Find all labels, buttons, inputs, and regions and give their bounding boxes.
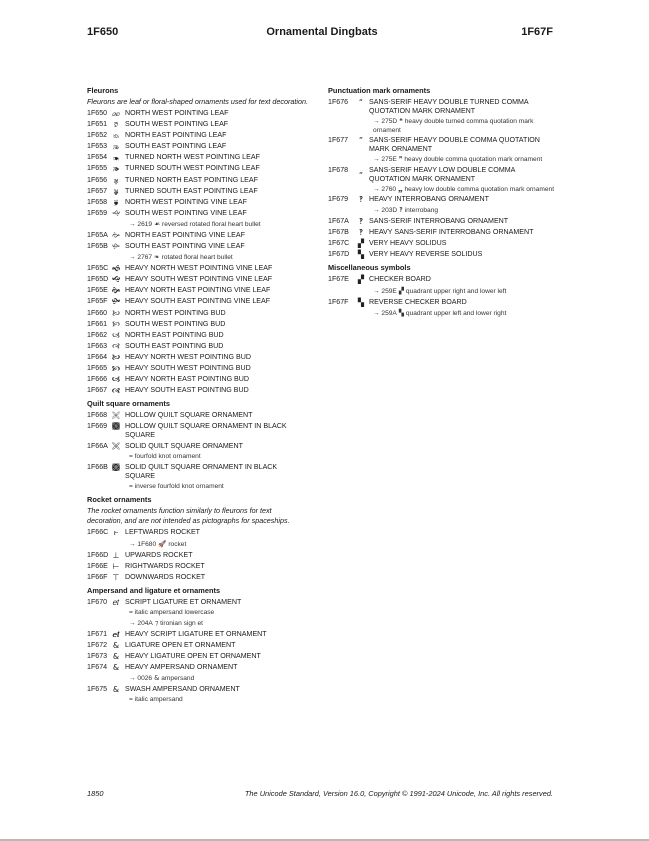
character-entry	[87, 241, 309, 252]
character-name: LIGATURE OPEN ET ORNAMENT	[125, 641, 236, 649]
character-name: VERY HEAVY SOLIDUS	[369, 239, 447, 248]
code-point: 1F661	[87, 319, 108, 328]
character-name: SOUTH WEST POINTING LEAF	[125, 120, 229, 129]
character-entry	[87, 629, 309, 640]
cross-ref-text: rotated floral heart bullet	[161, 254, 233, 262]
cross-reference	[328, 185, 558, 195]
character-name: HEAVY INTERROBANG ORNAMENT	[369, 195, 489, 203]
character-entry	[87, 130, 309, 141]
code-point: 1F65A	[87, 230, 108, 239]
character-entry	[87, 550, 309, 561]
code-point: 1F66D	[87, 550, 109, 559]
code-point: 1F66F	[87, 572, 108, 581]
character-name: TURNED NORTH WEST POINTING LEAF	[125, 153, 260, 162]
cross-ref-code: → 0026	[129, 675, 153, 683]
code-point: 1F664	[87, 352, 108, 361]
glyph-icon: 🙫	[111, 463, 121, 473]
section-title: Rocket ornaments	[87, 495, 152, 505]
code-point: 1F675	[87, 685, 108, 694]
glyph-icon: 🙓	[112, 142, 120, 152]
header-range-start: 1F650	[87, 26, 119, 38]
code-point: 1F665	[87, 363, 108, 372]
cross-ref-text: quadrant upper left and lower right	[405, 309, 507, 317]
character-name: HEAVY NORTH WEST POINTING BUD	[125, 352, 251, 361]
code-point: 1F660	[87, 308, 108, 317]
glyph-icon: ▞	[357, 275, 365, 285]
character-entry	[87, 152, 309, 163]
glyph-icon: ▞	[357, 239, 365, 249]
cross-ref-code: → 2760	[373, 185, 397, 193]
code-point: 1F656	[87, 175, 108, 184]
character-name: HEAVY SOUTH EAST POINTING BUD	[125, 386, 249, 395]
glyph-icon: &	[112, 652, 120, 662]
character-entry	[328, 165, 558, 185]
character-name: HEAVY SOUTH WEST POINTING BUD	[125, 363, 251, 372]
character-name: HEAVY SCRIPT LIGATURE ET ORNAMENT	[125, 629, 267, 638]
glyph-icon: 🙗	[113, 186, 119, 196]
code-point: 1F66B	[87, 463, 108, 472]
glyph-icon: 🙪	[111, 442, 121, 452]
character-entry	[87, 175, 309, 186]
character-entry	[87, 308, 309, 319]
character-name: HEAVY SOUTH EAST POINTING VINE LEAF	[125, 297, 271, 306]
glyph-icon: 🙘	[113, 197, 119, 207]
glyph-icon: &	[112, 641, 120, 650]
glyph-icon: 🙑	[113, 120, 119, 130]
glyph-icon: 🙛	[112, 242, 120, 252]
character-name: SANS-SERIF HEAVY LOW DOUBLE COMMA QUOTATION MARK ORNAMENT	[369, 165, 515, 183]
character-name: NORTH WEST POINTING BUD	[125, 308, 226, 317]
cross-ref-glyph-icon: ▚	[398, 308, 404, 317]
cross-ref-text: reversed rotated floral heart bullet	[162, 220, 261, 228]
cross-reference	[328, 205, 558, 216]
right-column	[328, 86, 558, 319]
character-entry	[328, 274, 558, 285]
glyph-icon: „	[358, 165, 364, 175]
code-point: 1F65E	[87, 286, 108, 295]
glyph-icon: 🙔	[112, 153, 120, 163]
code-point: 1F67C	[328, 239, 350, 248]
character-name: HEAVY SANS-SERIF INTERROBANG ORNAMENT	[369, 228, 534, 237]
code-point: 1F65F	[87, 297, 108, 306]
code-point: 1F678	[328, 165, 349, 174]
code-point: 1F662	[87, 330, 108, 339]
glyph-icon: 🙡	[112, 319, 120, 329]
glyph-icon: 🙐	[111, 109, 121, 118]
glyph-icon: 🙟	[111, 297, 121, 307]
character-entry	[328, 227, 558, 238]
glyph-icon: ⊢	[112, 561, 120, 571]
code-point: 1F67B	[328, 228, 349, 237]
code-point: 1F67D	[328, 250, 350, 259]
cross-reference	[87, 608, 309, 618]
section-title: Ampersand and ligature et ornaments	[87, 585, 221, 595]
cross-ref-text: = italic ampersand lowercase	[129, 608, 215, 616]
code-point: 1F676	[328, 98, 349, 106]
cross-ref-code: → 259A	[373, 309, 397, 317]
code-point: 1F670	[87, 597, 108, 606]
character-name: HEAVY AMPERSAND ORNAMENT	[125, 663, 238, 672]
cross-reference	[328, 286, 558, 297]
glyph-icon: 𝑒𝑡	[112, 597, 120, 607]
character-entry	[87, 285, 309, 296]
character-name: SOUTH WEST POINTING BUD	[125, 319, 226, 328]
glyph-icon: &	[112, 685, 120, 695]
character-entry	[87, 197, 309, 208]
code-point: 1F652	[87, 131, 108, 140]
code-point: 1F650	[87, 109, 108, 117]
character-name: HEAVY LIGATURE OPEN ET ORNAMENT	[125, 652, 261, 661]
character-name: HEAVY SOUTH WEST POINTING VINE LEAF	[125, 275, 273, 284]
glyph-icon: 🙨	[111, 411, 121, 421]
character-entry	[328, 135, 558, 155]
character-name: NORTH EAST POINTING LEAF	[125, 131, 227, 140]
character-name: NORTH WEST POINTING VINE LEAF	[125, 197, 247, 206]
glyph-icon: 𝒆𝒕	[112, 629, 120, 639]
code-point: 1F669	[87, 422, 108, 431]
cross-ref-glyph-icon: ❠	[398, 184, 403, 193]
code-point: 1F668	[87, 411, 108, 420]
character-entry	[87, 441, 309, 452]
character-name: HEAVY NORTH WEST POINTING VINE LEAF	[125, 264, 273, 273]
cross-ref-text: ampersand	[161, 675, 195, 683]
character-entry	[87, 385, 309, 396]
character-name: NORTH WEST POINTING LEAF	[125, 109, 229, 117]
cross-ref-glyph-icon: ❞	[398, 155, 403, 163]
character-name: SOUTH EAST POINTING VINE LEAF	[125, 242, 245, 251]
cross-ref-text: = italic ampersand	[129, 696, 183, 704]
code-point: 1F679	[328, 195, 349, 203]
cross-ref-text: tironian sign et	[160, 619, 203, 627]
glyph-icon: 🙞	[111, 286, 121, 296]
cross-ref-code: → 259E	[373, 287, 397, 295]
character-name: NORTH EAST POINTING VINE LEAF	[125, 230, 245, 239]
glyph-icon: 🙦	[111, 375, 121, 385]
glyph-icon: ‽	[358, 228, 364, 238]
code-point: 1F657	[87, 186, 108, 195]
character-entry	[87, 230, 309, 241]
cross-reference	[328, 308, 558, 319]
cross-reference	[87, 219, 309, 230]
cross-reference	[87, 482, 309, 492]
page-number: 1850	[87, 789, 104, 798]
cross-ref-text: heavy double turned comma quotation mark ornament	[373, 118, 534, 134]
character-entry	[87, 651, 309, 662]
character-name: SANS-SERIF INTERROBANG ORNAMENT	[369, 217, 509, 226]
cross-ref-glyph-icon: ⁊	[154, 618, 159, 627]
cross-ref-code: → 275E	[373, 156, 397, 163]
cross-ref-glyph-icon: ☙	[154, 219, 161, 228]
character-entry	[87, 662, 309, 673]
character-name: SWASH AMPERSAND ORNAMENT	[125, 685, 240, 694]
cross-ref-code: → 2619	[129, 220, 153, 228]
character-entry	[87, 119, 309, 130]
character-name: HEAVY NORTH EAST POINTING BUD	[125, 375, 250, 384]
character-name: HOLLOW QUILT SQUARE ORNAMENT	[125, 411, 253, 420]
code-point: 1F654	[87, 153, 108, 162]
code-point: 1F666	[87, 375, 108, 384]
code-point: 1F66C	[87, 528, 109, 537]
character-entry	[87, 352, 309, 363]
glyph-icon: 🙖	[113, 175, 119, 185]
code-point: 1F653	[87, 142, 108, 151]
character-name: SOUTH WEST POINTING VINE LEAF	[125, 208, 247, 217]
character-entry	[87, 462, 309, 482]
cross-reference	[87, 673, 309, 684]
glyph-icon: ”	[358, 136, 364, 145]
glyph-icon: ⥼	[113, 528, 119, 538]
character-entry	[87, 527, 309, 538]
cross-ref-glyph-icon: ▞	[398, 286, 404, 295]
glyph-icon: 🙜	[111, 264, 121, 274]
cross-reference	[328, 117, 558, 135]
glyph-icon: 🙢	[112, 330, 120, 340]
code-point: 1F674	[87, 663, 108, 672]
code-point: 1F659	[87, 208, 108, 217]
character-entry	[328, 216, 558, 227]
character-entry	[87, 597, 309, 608]
character-name: SANS-SERIF HEAVY DOUBLE TURNED COMMA QUOTATION MARK ORNAMENT	[369, 98, 529, 115]
character-name: SOLID QUILT SQUARE ORNAMENT	[125, 442, 243, 451]
code-point: 1F651	[87, 120, 108, 129]
glyph-icon: ▚	[357, 250, 365, 260]
section-title: Miscellaneous symbols	[328, 263, 411, 273]
character-entry	[87, 341, 309, 352]
glyph-icon: 🙤	[111, 352, 121, 362]
code-point: 1F67A	[328, 217, 349, 226]
cross-reference	[87, 539, 309, 550]
code-point: 1F67F	[328, 297, 349, 306]
glyph-icon: 🙝	[111, 275, 121, 285]
code-point: 1F66E	[87, 561, 108, 570]
section-title: Punctuation mark ornaments	[328, 86, 431, 95]
character-entry	[87, 572, 309, 583]
cross-ref-text: interrobang	[404, 207, 439, 215]
cross-ref-glyph-icon: ❧	[154, 253, 160, 262]
section-title: Fleurons	[87, 86, 119, 95]
code-point: 1F655	[87, 164, 108, 173]
character-name: LEFTWARDS ROCKET	[125, 528, 201, 537]
glyph-icon: 🙠	[112, 308, 120, 318]
character-name: HEAVY NORTH EAST POINTING VINE LEAF	[125, 286, 271, 295]
character-name: TURNED NORTH EAST POINTING LEAF	[125, 175, 258, 184]
character-name: DOWNWARDS ROCKET	[125, 572, 206, 581]
code-point: 1F671	[87, 629, 108, 638]
character-entry	[87, 108, 309, 119]
character-name: RIGHTWARDS ROCKET	[125, 561, 205, 570]
code-point: 1F67E	[328, 275, 349, 284]
cross-ref-code: → 204A	[129, 619, 153, 627]
character-entry	[87, 640, 309, 651]
cross-ref-code: → 2767	[129, 254, 153, 262]
left-column	[87, 86, 309, 705]
character-entry	[87, 208, 309, 219]
character-entry	[328, 194, 558, 205]
glyph-icon: 🙧	[111, 386, 121, 396]
character-entry	[87, 374, 309, 385]
character-entry	[87, 421, 309, 441]
glyph-icon: “	[358, 98, 364, 107]
character-name: HOLLOW QUILT SQUARE ORNAMENT IN BLACK SQUARE	[125, 422, 287, 440]
code-point: 1F65D	[87, 275, 109, 284]
code-point: 1F658	[87, 197, 108, 206]
cross-ref-glyph-icon: &	[154, 674, 160, 683]
character-name: TURNED SOUTH EAST POINTING LEAF	[125, 186, 258, 195]
cross-ref-text: heavy low double comma quotation mark ornament	[404, 185, 555, 193]
character-name: SOUTH EAST POINTING LEAF	[125, 142, 227, 151]
page-header	[87, 26, 557, 40]
cross-ref-text: quadrant upper right and lower left	[405, 287, 507, 295]
character-entry	[87, 141, 309, 152]
cross-ref-glyph-icon: 🚀	[158, 539, 167, 548]
cross-ref-code: → 203D	[373, 207, 398, 215]
glyph-icon: &	[112, 663, 120, 673]
character-entry	[328, 238, 558, 249]
cross-ref-text: heavy double comma quotation mark ornament	[404, 156, 543, 163]
glyph-icon: 🙩	[111, 422, 121, 432]
glyph-icon: ‽	[358, 217, 364, 227]
code-point: 1F667	[87, 386, 108, 395]
glyph-icon: 🙚	[112, 230, 120, 240]
character-entry	[87, 274, 309, 285]
character-entry	[87, 296, 309, 307]
glyph-icon: ▚	[357, 297, 365, 307]
code-point: 1F677	[328, 136, 349, 144]
character-entry	[328, 297, 558, 308]
cross-reference	[328, 155, 558, 165]
character-entry	[87, 330, 309, 341]
character-entry	[87, 561, 309, 572]
code-point: 1F65C	[87, 264, 109, 273]
glyph-icon: 🙥	[111, 363, 121, 373]
cross-ref-code: → 1F680	[129, 540, 157, 548]
code-point: 1F672	[87, 641, 108, 649]
character-name: SOUTH EAST POINTING BUD	[125, 341, 224, 350]
glyph-icon: 🙕	[112, 164, 120, 174]
cross-reference	[87, 452, 309, 462]
character-name: UPWARDS ROCKET	[125, 550, 193, 559]
cross-ref-text: rocket	[168, 540, 187, 548]
character-entry	[87, 684, 309, 695]
character-name: VERY HEAVY REVERSE SOLIDUS	[369, 250, 483, 259]
character-name: SOLID QUILT SQUARE ORNAMENT IN BLACK SQUARE	[125, 463, 278, 481]
glyph-icon: 🙒	[112, 131, 120, 141]
cross-reference	[87, 695, 309, 705]
section-title: Quilt square ornaments	[87, 399, 170, 409]
character-name: TURNED SOUTH WEST POINTING LEAF	[125, 164, 260, 173]
character-entry	[87, 163, 309, 174]
section-description: Fleurons are leaf or floral-shaped ornaments used for text decoration.	[87, 97, 308, 106]
cross-ref-glyph-icon: ‽	[399, 206, 403, 215]
character-entry	[328, 97, 558, 117]
header-title: Ornamental Dingbats	[266, 26, 378, 38]
character-name: CHECKER BOARD	[369, 275, 431, 284]
cross-ref-text: = fourfold knot ornament	[129, 453, 201, 461]
character-entry	[87, 363, 309, 374]
character-entry	[87, 186, 309, 197]
character-name: SCRIPT LIGATURE ET ORNAMENT	[125, 597, 242, 606]
character-name: NORTH EAST POINTING BUD	[125, 330, 224, 339]
glyph-icon: 🙙	[112, 208, 120, 218]
code-point: 1F673	[87, 652, 108, 661]
character-name: SANS-SERIF HEAVY DOUBLE COMMA QUOTATION MARK ORNAMENT	[369, 136, 540, 153]
glyph-icon: ⊥	[112, 550, 120, 560]
code-point: 1F65B	[87, 242, 108, 251]
cross-ref-text: = inverse fourfold knot ornament	[129, 483, 224, 491]
glyph-icon: 🙣	[112, 341, 120, 351]
section-description: The rocket ornaments function similarly to fleurons for text decoration, and are not intended as pictographs for spaceships.	[87, 506, 290, 526]
character-entry	[87, 410, 309, 421]
cross-ref-glyph-icon: ❝	[399, 117, 403, 125]
header-range-end: 1F67F	[521, 26, 553, 38]
glyph-icon: ‽	[358, 195, 364, 204]
character-name: REVERSE CHECKER BOARD	[369, 297, 467, 306]
character-entry	[87, 319, 309, 330]
code-point: 1F66A	[87, 442, 108, 451]
glyph-icon: ⊤	[112, 572, 120, 582]
copyright-notice: The Unicode Standard, Version 16.0, Copyright © 1991-2024 Unicode, Inc. All rights reserved.	[244, 789, 553, 798]
cross-reference	[87, 618, 309, 629]
character-entry	[328, 249, 558, 260]
cross-ref-code: → 275D	[373, 118, 398, 125]
code-point: 1F663	[87, 341, 108, 350]
cross-reference	[87, 252, 309, 263]
character-entry	[87, 263, 309, 274]
